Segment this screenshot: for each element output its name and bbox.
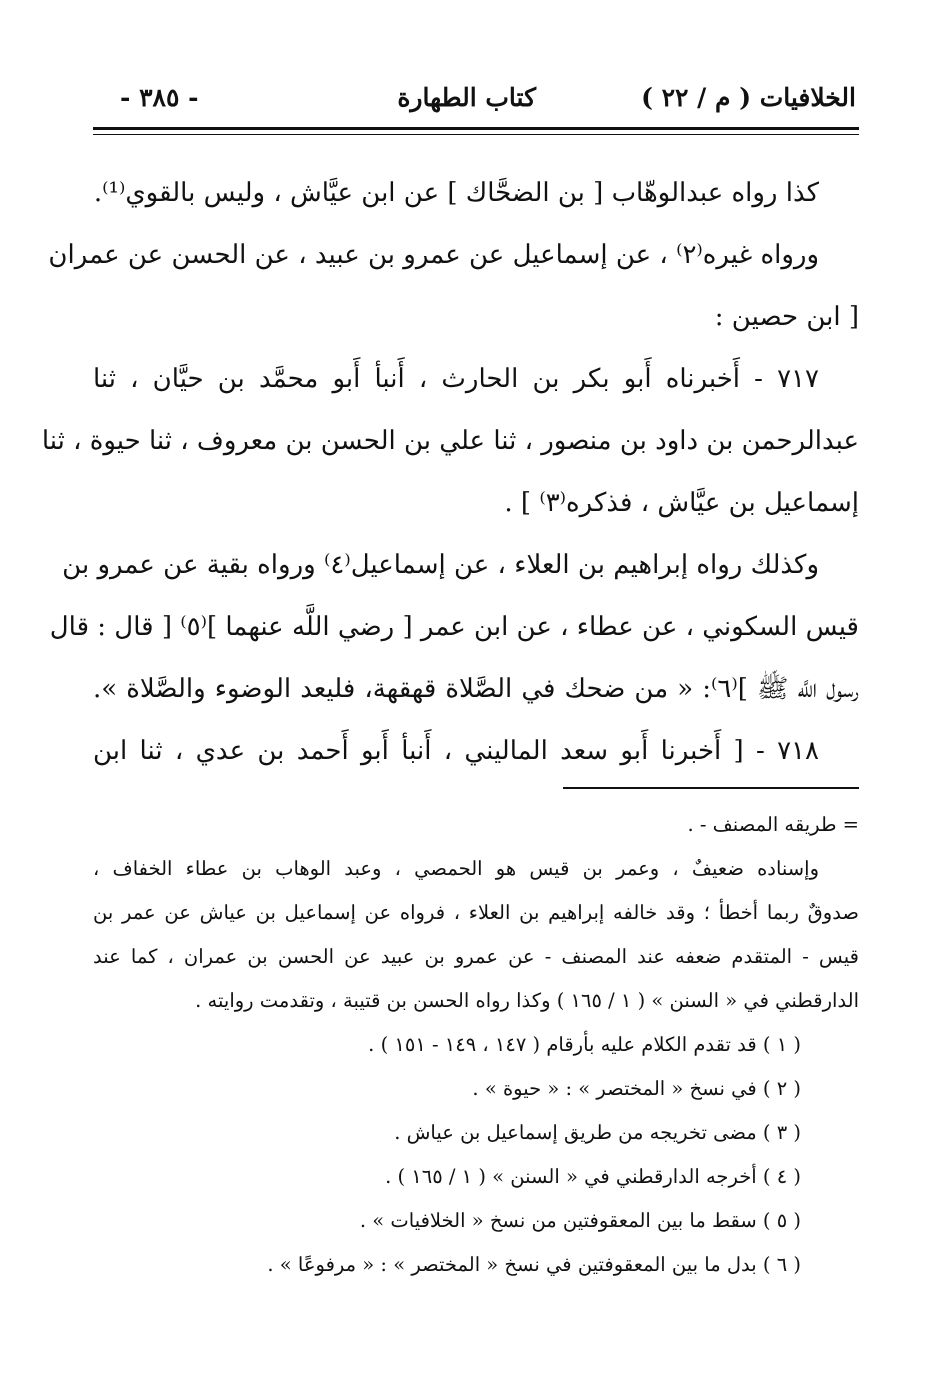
main-text [41,162,859,782]
book-title: الخلافيات ( م / ٢٢ ) [641,83,856,112]
header-rule-thick [93,127,859,130]
footnote-item: ( ٦ ) بدل ما بين المعقوفتين في نسخ « المختصر » : « مرفوعًا » . [267,1253,801,1276]
footnote-line: = طريقه المصنف - . [687,813,859,836]
text-line: وكذلك رواه إبراهيم بن العلاء ، عن إسماعيل⁽٤⁾ ورواه بقية عن عمرو بن [62,550,819,580]
text-line: إسماعيل بن عيَّاش ، فذكره⁽٣⁾ ] . [504,488,859,518]
text-line: ورواه غيره⁽٢⁾ ، عن إسماعيل عن عمرو بن عبيد ، عن الحسن عن عمران [48,240,819,270]
page-header [96,78,856,118]
footnote-item: ( ٣ ) مضى تخريجه من طريق إسماعيل بن عياش . [394,1121,801,1144]
text-line: ٧١٧ - أَخبرناه أَبو بكر بن الحارث ، أَنبأ أَبو محمَّد بن حيَّان ، ثنا [93,364,819,394]
text-line: قيس السكوني ، عن عطاء ، عن ابن عمر [ رضي اللَّه عنهما ]⁽٥⁾ [ قال : قال [49,612,859,642]
chapter-title: كتاب الطهارة [397,83,536,112]
footnote-line: وإسناده ضعيفٌ ، وعمر بن قيس هو الحمصي ، وعبد الوهاب بن عطاء الخفاف ، [93,857,819,880]
text-line: رسول اللَّه ﷺ ]⁽٦⁾: « من ضحك في الصَّلاة قهقهة، فليعد الوضوء والصَّلاة ». [93,674,859,704]
footnote-item: ( ٤ ) أخرجه الدارقطني في « السنن » ( ١ / ١٦٥ ) . [385,1165,801,1188]
text-line: ٧١٨ - [ أَخبرنا أَبو سعد الماليني ، أَنبأ أَبو أَحمد بن عدي ، ثنا ابن [93,736,819,766]
footnote-line: صدوقٌ ربما أخطأ ؛ وقد خالفه إبراهيم بن العلاء ، فرواه عن إسماعيل بن عياش عن عمر بن [93,901,859,924]
footnote-item: ( ٥ ) سقط ما بين المعقوفتين من نسخ « الخلافيات » . [359,1209,801,1232]
footnote-line: قيس - المتقدم ضعفه عند المصنف - عن عمرو بن عبيد عن الحسن بن عمران ، كما عند [93,945,859,968]
footnote-item: ( ١ ) قد تقدم الكلام عليه بأرقام ( ١٤٧ ، ١٤٩ - ١٥١ ) . [368,1033,801,1056]
footnote-separator [563,787,859,789]
header-rule-thin [93,134,859,135]
footnotes [93,803,859,1287]
page-number: - ٣٨٥ - [120,83,199,112]
footnote-line: الدارقطني في « السنن » ( ١ / ١٦٥ ) وكذا رواه الحسن بن قتيبة ، وتقدمت روايته . [195,989,859,1012]
text-line: كذا رواه عبدالوهّاب [ بن الضحَّاك ] عن ابن عيَّاش ، وليس بالقوي⁽¹⁾. [93,178,819,208]
footnote-item: ( ٢ ) في نسخ « المختصر » : « حيوة » . [472,1077,801,1100]
text-line: عبدالرحمن بن داود بن منصور ، ثنا علي بن الحسن بن معروف ، ثنا حيوة ، ثنا [41,426,859,456]
text-line: [ ابن حصين : [714,302,859,332]
